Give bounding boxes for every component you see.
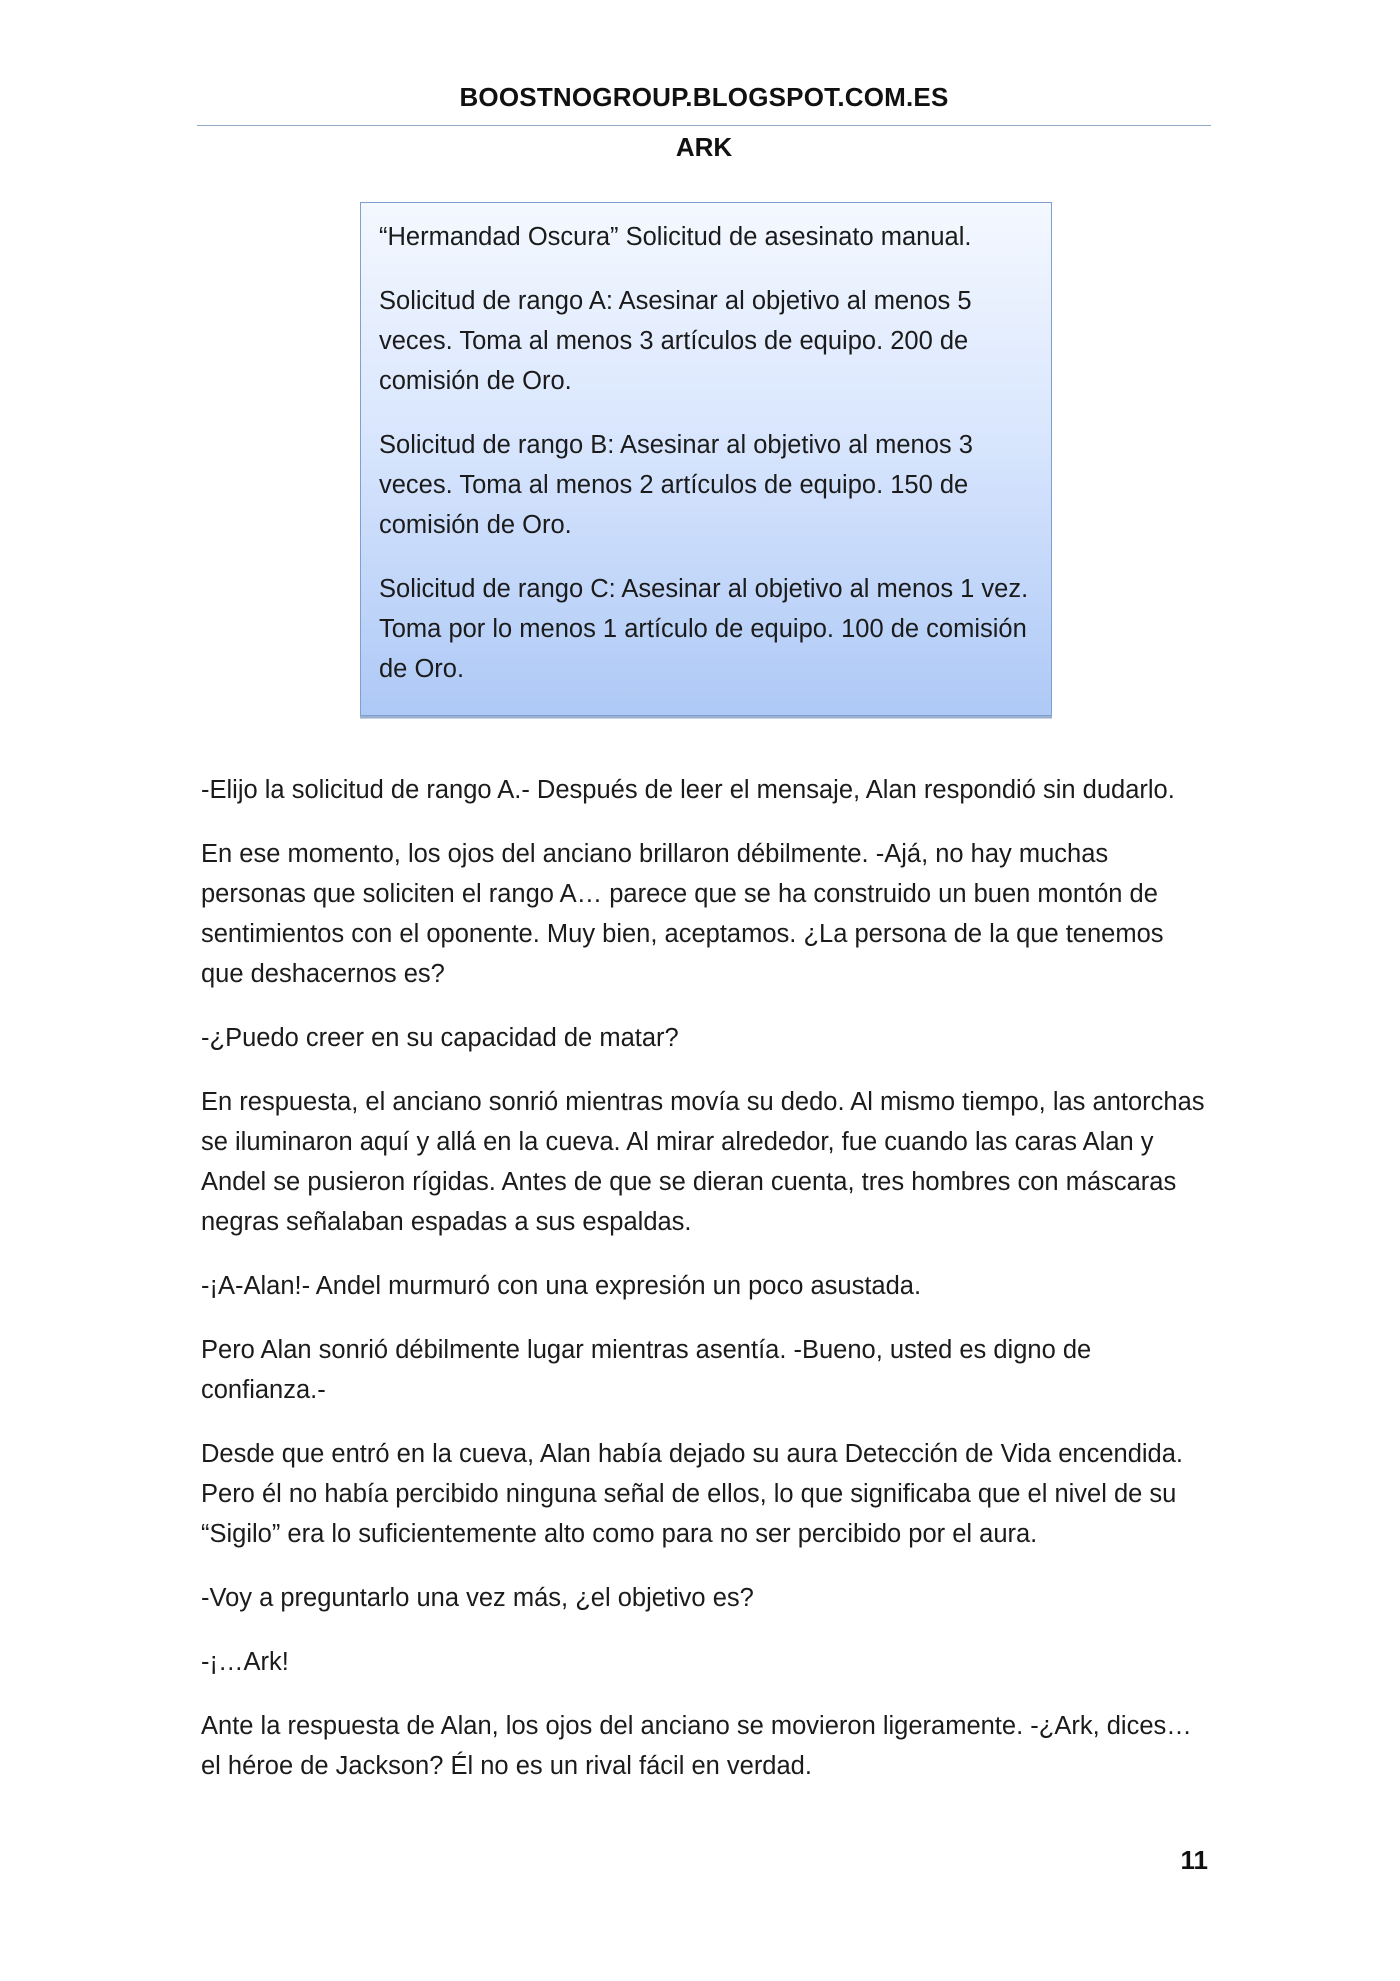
- request-box-heading: “Hermandad Oscura” Solicitud de asesinato manual.: [379, 223, 972, 251]
- body-paragraph: -Elijo la solicitud de rango A.- Después de leer el mensaje, Alan respondió sin dudarlo.: [201, 776, 1175, 804]
- body-paragraph: Ante la respuesta de Alan, los ojos del anciano se movieron ligeramente. -¿Ark, dices… el héroe de Jackson? Él no es un rival fácil en verdad.: [201, 1712, 1192, 1780]
- page-number: 11: [1180, 1845, 1208, 1875]
- site-header: BOOSTNOGROUP.BLOGSPOT.COM.ES: [459, 82, 949, 112]
- body-paragraph: En ese momento, los ojos del anciano brillaron débilmente. -Ajá, no hay muchas personas que soliciten el rango A… parece que se ha construido un buen montón de sentimientos con el oponente. Muy bien, aceptamos. ¿La persona de la que tenemos que deshacernos es?: [201, 840, 1164, 988]
- body-paragraph: -¡…Ark!: [201, 1648, 289, 1676]
- body-paragraph: Desde que entró en la cueva, Alan había dejado su aura Detección de Vida encendida. Pero él no había percibido ninguna señal de ellos, lo que significaba que el nivel de su “Sigilo” era lo suficientemente alto como para no ser percibido por el aura.: [201, 1440, 1183, 1548]
- body-paragraph: -¡A-Alan!- Andel murmuró con una expresión un poco asustada.: [201, 1272, 922, 1300]
- request-rank-a: Solicitud de rango A: Asesinar al objetivo al menos 5 veces. Toma al menos 3 artículos de equipo. 200 de comisión de Oro.: [379, 287, 972, 395]
- body-paragraph: -Voy a preguntarlo una vez más, ¿el objetivo es?: [201, 1584, 754, 1612]
- body-paragraph: Pero Alan sonrió débilmente lugar mientras asentía. -Bueno, usted es digno de confianza.-: [201, 1336, 1092, 1404]
- book-title: ARK: [675, 132, 733, 162]
- assassination-request-box: [360, 202, 1052, 716]
- body-paragraph: En respuesta, el anciano sonrió mientras movía su dedo. Al mismo tiempo, las antorchas se iluminaron aquí y allá en la cueva. Al mirar alrededor, fue cuando las caras Alan y Andel se pusieron rígidas. Antes de que se dieran cuenta, tres hombres con máscaras negras señalaban espadas a sus espaldas.: [201, 1088, 1205, 1236]
- body-paragraph: -¿Puedo creer en su capacidad de matar?: [201, 1024, 679, 1052]
- header-divider: [197, 125, 1211, 126]
- request-rank-c: Solicitud de rango C: Asesinar al objetivo al menos 1 vez. Toma por lo menos 1 artículo de equipo. 100 de comisión de Oro.: [379, 575, 1029, 683]
- story-body: [201, 770, 1211, 1810]
- request-rank-b: Solicitud de rango B: Asesinar al objetivo al menos 3 veces. Toma al menos 2 artículos de equipo. 150 de comisión de Oro.: [379, 431, 973, 539]
